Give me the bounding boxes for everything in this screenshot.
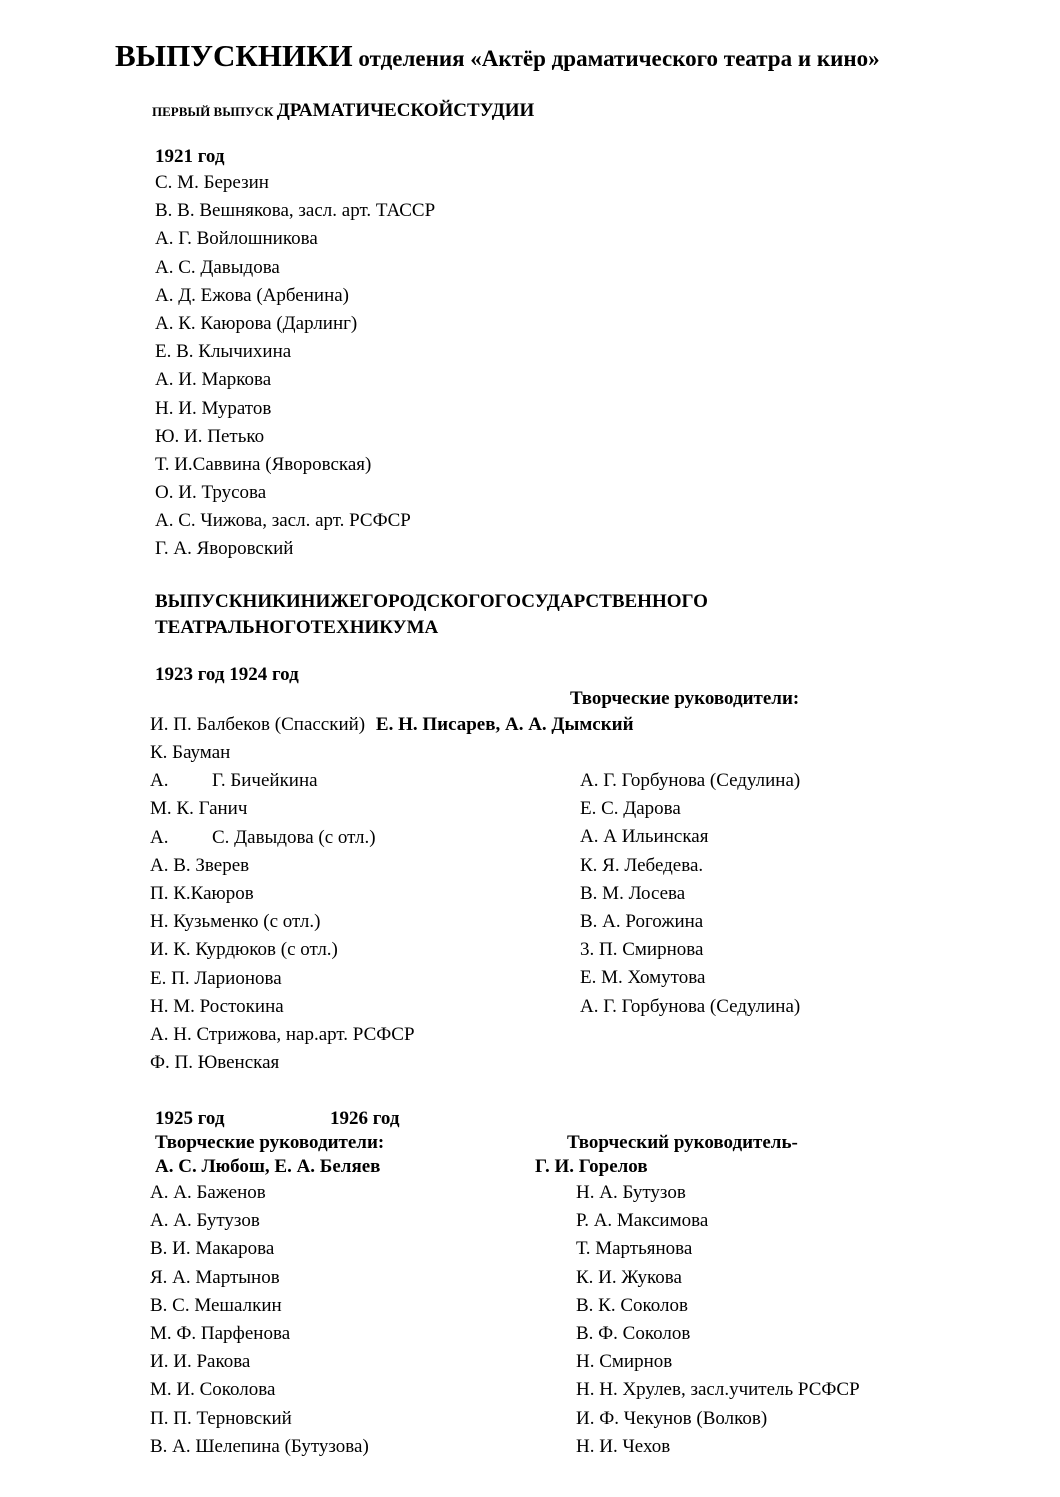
list-item: Н. И. Муратов [155,397,272,419]
list-item: А. И. Маркова [155,369,272,391]
technikum-heading-line1: ВЫПУСКНИКИНИЖЕГОРОДСКОГОГОСУДАРСТВЕННОГО [155,591,708,612]
first-release-heading-rest: ДРАМАТИЧЕСКОЙСТУДИИ [276,100,535,121]
list-item [150,824,415,852]
list-item: Н. Смирнов [576,1351,673,1373]
list-item: А. Г. Войлошникова [155,228,318,250]
list-item: Г. А. Яворовский [155,538,294,560]
first-release-list [155,169,435,564]
list-item: Е. С. Дарова [580,798,681,820]
leader-1926-name: Г. И. Горелов [535,1156,648,1177]
list-item: В. С. Мешалкин [150,1294,282,1316]
list-item [150,880,415,908]
list-item [150,908,415,936]
technikum-right-list [580,767,800,1021]
list-item: В. М. Лосева [580,882,686,904]
leaders-1925-label: Творческие руководители: [155,1132,385,1153]
name-text: П. К.Каюров [150,882,254,904]
name-text: А. Н. Стрижова, нар.арт. РСФСР [150,1023,415,1045]
page-title-rest: отделения «Актёр драматического театра и кино» [352,46,880,71]
list-item: О. И. Трусова [155,482,267,504]
list-item [150,993,415,1021]
name-text: С. Давыдова (с отл.) [212,826,376,848]
list-item: И. И. Ракова [150,1351,251,1373]
leader-1926-label: Творческий руководитель- [567,1132,798,1153]
list-item [150,936,415,964]
name-text: Е. П. Ларионова [150,967,282,989]
name-text: К. Бауман [150,742,231,763]
name-text: Г. Бичейкина [212,770,318,792]
list-item: А. Г. Горбунова (Седулина) [580,770,801,791]
name-text: Ф. П. Ювенская [150,1052,280,1074]
years-1923-1924: 1923 год 1924 год [155,664,299,685]
list-item: А. А. Баженов [150,1182,266,1203]
name-text: Н. М. Ростокина [150,995,284,1017]
list-item [150,965,415,993]
name-text: И. К. Курдюков (с отл.) [150,939,338,961]
list-1925 [150,1179,369,1461]
list-item: В. А. Рогожина [580,910,704,932]
technikum-left-list [150,739,415,1077]
list-item [150,767,415,795]
list-item: А. С. Давыдова [155,256,280,278]
list-item: В. К. Соколов [576,1294,688,1316]
list-item: А. К. Каюрова (Дарлинг) [155,312,358,334]
list-item: В. В. Вешнякова, засл. арт. ТАССР [155,200,436,222]
list-item: А. С. Чижова, засл. арт. РСФСР [155,510,411,532]
name-text: М. К. Ганич [150,798,248,820]
list-item: В. И. Макарова [150,1238,275,1260]
list-item: М. И. Соколова [150,1379,276,1401]
name-text: Н. Кузьменко (с отл.) [150,911,321,933]
list-item: П. П. Терновский [150,1407,292,1429]
page-title-lead: ВЫПУСКНИКИ [115,38,353,73]
technikum-leaders-label: Творческие руководители: [570,688,800,709]
list-item: Т. И.Саввина (Яворовская) [155,453,372,475]
list-item [150,795,415,823]
list-item: Ю. И. Петько [155,425,265,447]
year-1921: 1921 год [155,146,225,167]
first-release-heading-lead: ПЕРВЫЙ ВЫПУСК [152,104,277,119]
list-item: А. Г. Горбунова (Седулина) [580,995,801,1017]
list-item: В. Ф. Соколов [576,1322,691,1344]
year-1926: 1926 год [330,1108,400,1129]
list-item: Н. А. Бутузов [576,1182,686,1203]
list-item: А. А. Бутузов [150,1210,260,1232]
list-item: Я. А. Мартынов [150,1266,280,1288]
list-item: Н. И. Чехов [576,1435,671,1457]
list-item [150,739,415,767]
list-item: К. Я. Лебедева. [580,854,704,876]
page-title [115,38,880,74]
year-1925: 1925 год [155,1108,225,1129]
list-item: К. И. Жукова [576,1266,682,1288]
list-item: В. А. Шелепина (Бутузова) [150,1435,369,1457]
list-item [150,1049,415,1077]
technikum-leaders-names: Е. Н. Писарев, А. А. Дымский [375,714,634,735]
technikum-heading-line2: ТЕАТРАЛЬНОГОТЕХНИКУМА [155,617,439,638]
list-item: Р. А. Максимова [576,1210,709,1232]
list-item: М. Ф. Парфенова [150,1322,291,1344]
list-item: И. Ф. Чекунов (Волков) [576,1407,768,1429]
list-item: С. М. Березин [155,172,269,193]
list-item: А. А Ильинская [580,826,709,848]
name-initial: А. [150,770,169,792]
list-item: 3. П. Смирнова [580,939,704,961]
list-item: Е. В. Клычихина [155,341,292,363]
name-text: А. В. Зверев [150,854,250,876]
technikum-first-row [150,711,634,739]
list-item: Н. Н. Хрулев, засл.учитель РСФСР [576,1379,860,1401]
technikum-first-name: И. П. Балбеков (Спасский) [150,714,366,735]
list-item: Т. Мартьянова [576,1238,693,1260]
list-item [150,1021,415,1049]
first-release-heading [152,100,534,122]
list-item: Е. М. Хомутова [580,967,706,989]
list-item [150,852,415,880]
name-initial: А. [150,826,169,848]
list-1926 [576,1179,860,1461]
leaders-1925-names: А. С. Любош, Е. А. Беляев [155,1156,381,1177]
list-item: А. Д. Ежова (Арбенина) [155,284,350,306]
